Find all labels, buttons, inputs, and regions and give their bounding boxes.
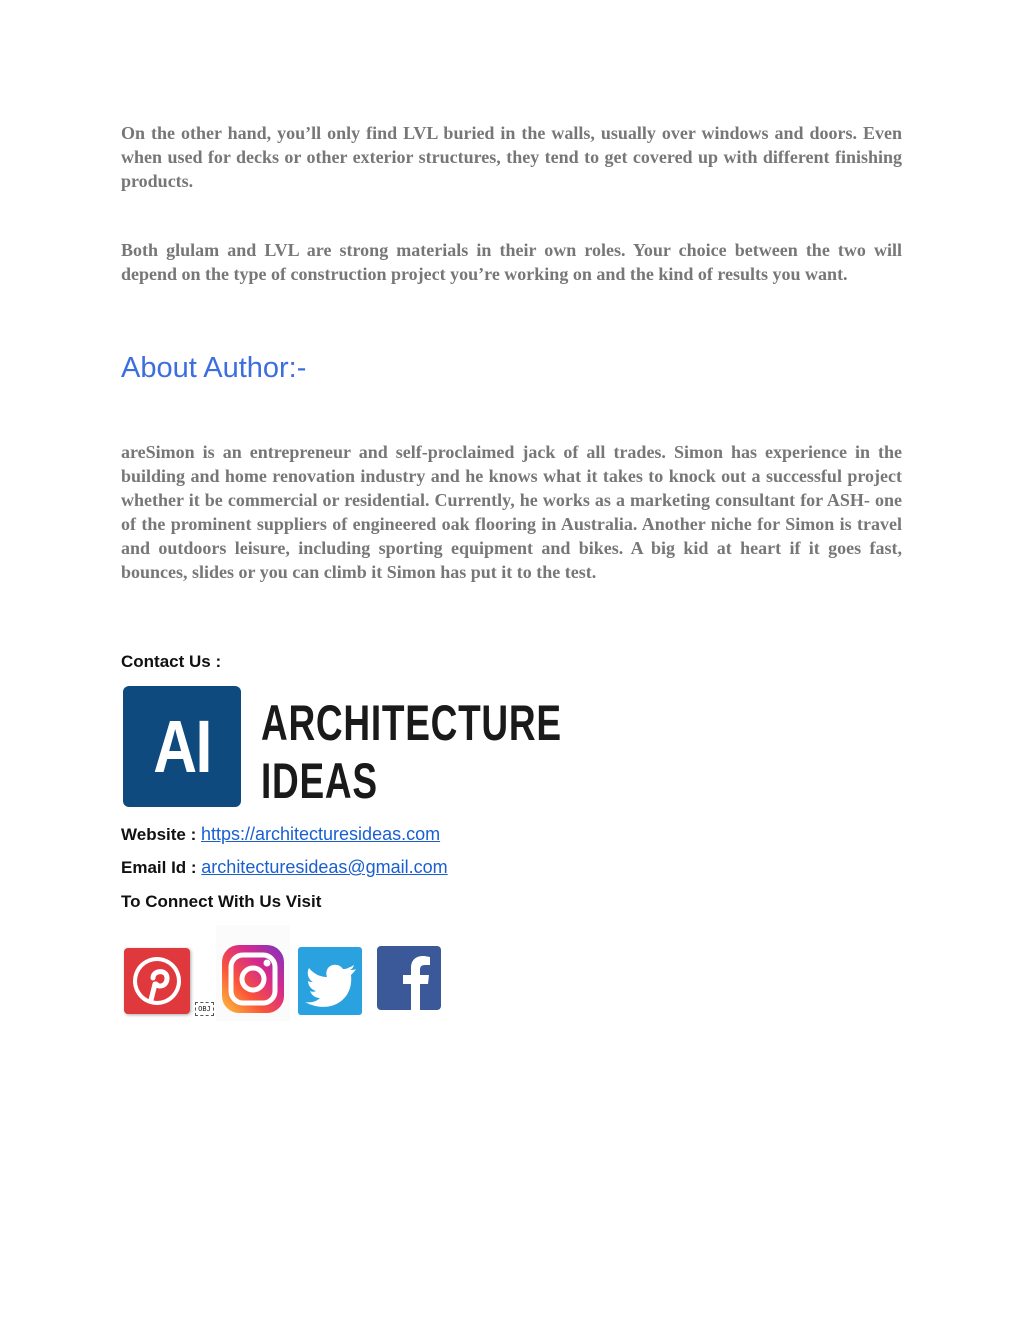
- pinterest-icon[interactable]: [124, 948, 190, 1014]
- website-line: [121, 824, 440, 845]
- website-label: Website :: [121, 825, 201, 844]
- paragraph-lvl-usage: On the other hand, you’ll only find LVL buried in the walls, usually over windows and doors. Even when used for decks or other exterior structures, they tend to get covered up with different finishing products.: [121, 123, 902, 191]
- website-link[interactable]: https://architecturesideas.com: [200, 824, 441, 844]
- connect-text: To Connect With Us Visit: [121, 892, 322, 911]
- paragraph-author-bio: areSimon is an entrepreneur and self-proclaimed jack of all trades. Simon has experience in the building and home renovation industry and he knows what it takes to knock out a successful project whether it be commercial or residential. Currently, he works as a marketing consultant for ASH- one of the prominent suppliers of engineered oak flooring in Australia. Another niche for Simon is travel and outdoors leisure, including sporting equipment and bikes. A big kid at heart if it goes fast, bounces, slides or you can climb it Simon has put it to the test.: [121, 442, 902, 582]
- embedded-object-placeholder: OBJ: [195, 1002, 214, 1016]
- facebook-icon[interactable]: [377, 946, 441, 1010]
- logo-mark-text: AI: [153, 704, 211, 788]
- architecture-ideas-logo: [123, 686, 593, 810]
- paragraph-glulam-lvl-choice: Both glulam and LVL are strong materials in their own roles. Your choice between the two will depend on the type of construction project you’re working on and the kind of results you want.: [121, 240, 902, 284]
- logo-mark: [123, 686, 241, 807]
- email-link[interactable]: architecturesideas@gmail.com: [201, 857, 448, 877]
- twitter-icon[interactable]: [298, 947, 362, 1015]
- email-line: [121, 857, 448, 878]
- logo-word-ideas: IDEAS: [261, 753, 378, 809]
- email-label: Email Id :: [121, 858, 202, 877]
- logo-word-architecture: ARCHITECTURE: [261, 695, 562, 751]
- about-author-heading: About Author:-: [121, 352, 307, 384]
- contact-us-title: Contact Us :: [121, 652, 222, 671]
- instagram-icon[interactable]: [216, 925, 290, 1021]
